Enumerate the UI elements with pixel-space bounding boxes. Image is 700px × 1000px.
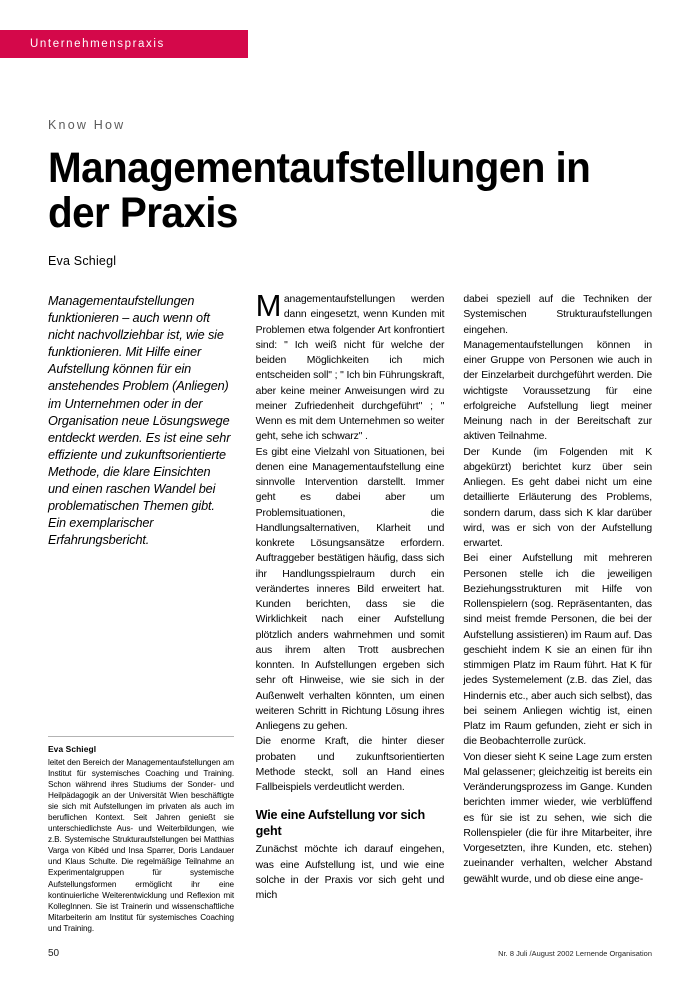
body-paragraph: Bei einer Aufstellung mit mehreren Personen stelle ich die jeweiligen Beziehungsstrukturen mit Hilfe von Rollenspielern (sog. Repräsentanten, das sind meist fremde Personen, die bei der Aufstellung assistieren) im Raum auf. Das geschieht indem K sie an einen für ihn stimmigen Platz im Raum führt. Hat K für jedes Systemelement (z.B. das Ziel, das Hindernis etc., aber auch sich selbst), das bei seinem Anliegen wichtig ist, einen Platz im Raum gefunden, zieht er sich in die Beobachterrolle zurück. (463, 553, 653, 748)
column-right (463, 292, 652, 942)
issue-line: Nr. 8 Juli /August 2002 Lernende Organisation (498, 949, 652, 958)
body-paragraph: dabei speziell auf die Techniken der Systemischen Strukturaufstellungen eingehen. (463, 294, 653, 336)
column-middle (255, 288, 445, 942)
section-heading: Wie eine Aufstellung vor sich geht (255, 808, 425, 838)
lead-paragraph: Managementaufstellungen funktionieren – auch wenn oft nicht nachvollziehbar ist, wie sie funktionieren. Mit Hilfe einer Aufstellung können für ein anstehendes Problem (Anliegen) im Unternehmen oder in der Organisation neue Lösungswege entdeckt werden. Es ist eine sehr effiziente und zukunftsorientierte Methode, die klare Einsichten und einen raschen Wandel bei problematischen Themen gibt. Ein exemplarischer Erfahrungsbericht. (48, 293, 231, 548)
body-paragraph: Es gibt eine Vielzahl von Situationen, bei denen eine Managementaufstellung eine sinnvolle Intervention darstellt. Immer geht es dabei aber um Problemsituationen, die Handlungsalternativen, Klarheit und konkrete Lösungsansätze erfordern. Auftraggeber bestätigen häufig, dass sich ihr Handlungsspielraum durch ein verändertes inneres Bild erweitert hat. Kunden berichten, dass sie die Wirklichkeit nach einer Aufstellung plötzlich anders wahrnehmen und somit aus ihrem alten Trott ausbrechen konnten. In Aufstellungen ergeben sich sehr oft Hinweise, wie sie sich in der Außenwelt verhalten könnten, um einen weiteren Schritt in Richtung Lösung ihres Anliegens zu gehen. (255, 446, 445, 732)
article-byline: Eva Schiegl (48, 254, 117, 268)
body-paragraph: Der Kunde (im Folgenden mit K abgekürzt) berichtet kurz über sein Anliegen. Es geht dabei nicht um eine detaillierte Erläuterung des Problems, sondern darum, dass sich K klar darüber wird, was er sich von der Aufstellung erwartet. (463, 446, 653, 549)
page-number: 50 (48, 948, 60, 959)
author-bio-text: leitet den Bereich der Managementaufstellungen am Institut für systemisches Coaching und Training. Schon während ihres Studiums der Sonder- und Heilpädagogik an der Universität Wien beschäftigte sie sich mit Aufstellungen im privaten als auch im beruflichen Kontext. Seit Jahren genießt sie unterschiedlichste Aus- und Weiterbildungen, wie z.B. Systemische Strukturaufstellungen bei Matthias Varga von Kibéd und Insa Sparrer, Doris Landauer und Klaus Schulte. Die regelmäßige Teilnahme an Experimentalgruppen für systemische Aufstellungsformen ermöglicht ihr eine kontinuierliche Weiterentwicklung und Reflexion mit KollegInnen. Sie ist Trainerin und wissenschaftliche Mitarbeiterin am Institut für systemisches Coaching und Training. (48, 757, 234, 933)
body-paragraph: Managementaufstellungen werden dann eingesetzt, wenn Kunden mit Problemen etwa folgender Art konfrontiert sind: " Ich weiß nicht für welche der beiden Möglichkeiten ich mich entscheiden soll" ; " Ich bin Führungskraft, aber keine meiner Anweisungen wird zu meiner Zufriedenheit durchgeführt" ; " Wenn es mit dem Unternehmen so weiter geht, sehe ich schwarz" . (255, 288, 445, 443)
body-paragraph: Die enorme Kraft, die hinter dieser probaten und zukunftsorientierten Methode steckt, soll an Hand eines Fallbeispiels verdeutlicht werden. (255, 736, 445, 793)
body-paragraph: Zunächst möchte ich darauf eingehen, was eine Aufstellung ist, und wie eine solche in der Praxis vor sich geht und mich (255, 844, 445, 902)
body-paragraph: Managementaufstellungen können in einer Gruppe von Personen wie auch in der Einzelarbeit durchgeführt werden. Die wichtigste Voraussetzung für eine erfolgreiche Aufstellung liegt meiner Meinung nach in der Bereitschaft zur aktiven Teilnahme. (463, 339, 653, 443)
masthead (48, 118, 648, 268)
body-paragraph: Von dieser sieht K seine Lage zum ersten Mal gelassener; gleichzeitig ist bereits ein Veränderungsprozess im Gange. Kunden berichten immer wieder, wie verblüffend es für sie ist zu sehen, wie sich die Rollenspieler (die für ihre Mitarbeiter, ihre Vorgesetzten, ihre Kunden, etc. stehen) zueinander verhalten, welcher Abstand gewählt wurde, und ob diese eine ange- (463, 751, 653, 885)
section-banner (0, 30, 248, 58)
article-columns (48, 288, 653, 942)
section-banner-label: Unternehmenspraxis (30, 38, 165, 50)
author-bio-box (48, 736, 234, 934)
author-bio-name: Eva Schiegl (48, 744, 97, 754)
page-title: Managementaufstellungen in der Praxis (48, 144, 591, 237)
article-kicker: Know How (48, 118, 126, 132)
column-left (48, 292, 237, 942)
page-footer (48, 948, 652, 959)
